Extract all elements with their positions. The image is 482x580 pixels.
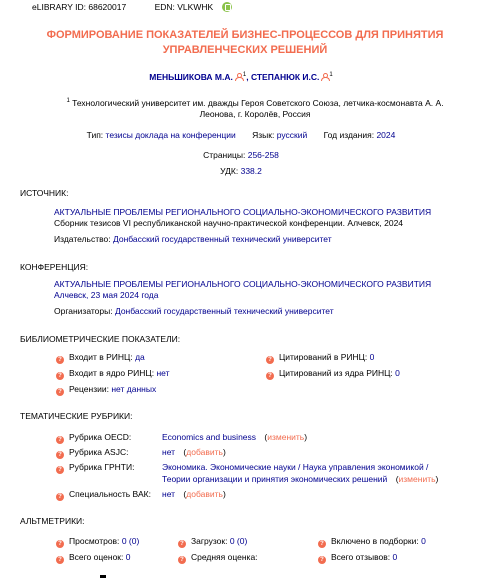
year-value: 2024: [376, 130, 396, 140]
vak-row: ? Специальность ВАК: нет (добавить): [56, 489, 226, 501]
help-icon[interactable]: ?: [318, 540, 326, 548]
source-block: АКТУАЛЬНЫЕ ПРОБЛЕМЫ РЕГИОНАЛЬНОГО СОЦИАЛЬНО-ЭКОНОМИЧЕСКОГО РАЗВИТИЯ Сборник тезисов VI республиканской научно-практической конференции. Алчевск, 2024 Издательство: Донбасский государственный технический университет: [54, 207, 432, 244]
help-icon[interactable]: ?: [56, 493, 64, 501]
conference-heading: КОНФЕРЕНЦИЯ:: [20, 262, 89, 272]
help-icon[interactable]: ?: [56, 388, 64, 396]
change-link[interactable]: изменить: [398, 474, 436, 484]
udk: УДК: 338.2: [220, 166, 262, 176]
add-link[interactable]: добавить: [186, 447, 223, 457]
person-icon[interactable]: [235, 73, 243, 80]
rinc-row: ? Входит в РИНЦ: да: [56, 352, 145, 364]
citations-core-row: ? Цитирований из ядра РИНЦ: 0: [266, 368, 400, 380]
grnti-row: ? Рубрика ГРНТИ: Экономика. Экономические науки / Наука управления экономикой /: [56, 462, 428, 474]
add-link[interactable]: добавить: [186, 489, 223, 499]
ratings-row: ? Всего оценок: 0: [56, 552, 131, 564]
affiliation: $^1$ Технологический университет им. дважды Героя Советского Союза, летчика-космонавта А. А. Леонова, г. Королёв, Россия: [66, 97, 444, 119]
citations-row: ? Цитирований в РИНЦ: 0: [266, 352, 374, 364]
organizer-link[interactable]: Донбасский государственный технический университет: [114, 306, 334, 316]
help-icon[interactable]: ?: [56, 540, 64, 548]
publisher-link[interactable]: Донбасский государственный технический университет: [112, 234, 332, 244]
pages: Страницы: 256-258: [203, 150, 279, 160]
views-row: ? Просмотров: 0 (0): [56, 536, 139, 548]
change-link[interactable]: изменить: [267, 432, 305, 442]
help-icon[interactable]: ?: [56, 556, 64, 564]
elibrary-id: eLIBRARY ID: 68620017: [32, 2, 127, 12]
reviews-row: ? Рецензии: нет данных: [56, 384, 156, 396]
cutoff-glyph: [100, 575, 106, 578]
collections-row: ? Включено в подборки: 0: [318, 536, 426, 548]
help-icon[interactable]: ?: [56, 356, 64, 364]
downloads-row: ? Загрузок: 0 (0): [178, 536, 247, 548]
conference-title-link[interactable]: АКТУАЛЬНЫЕ ПРОБЛЕМЫ РЕГИОНАЛЬНОГО СОЦИАЛЬНО-ЭКОНОМИЧЕСКОГО РАЗВИТИЯ: [54, 279, 432, 289]
biblio-heading: БИБЛИОМЕТРИЧЕСКИЕ ПОКАЗАТЕЛИ:: [20, 334, 181, 344]
help-icon[interactable]: ?: [318, 556, 326, 564]
help-icon[interactable]: ?: [56, 372, 64, 380]
edn: EDN: VLKWHK: [154, 2, 214, 12]
conference-block: АКТУАЛЬНЫЕ ПРОБЛЕМЫ РЕГИОНАЛЬНОГО СОЦИАЛЬНО-ЭКОНОМИЧЕСКОГО РАЗВИТИЯ Алчевск, 23 мая 2024 года Организаторы: Донбасский государственный технический университет: [54, 279, 432, 316]
help-icon[interactable]: ?: [266, 372, 274, 380]
conference-place-date: Алчевск, 23 мая 2024 года: [54, 290, 159, 300]
asjc-row: ? Рубрика ASJC: нет (добавить): [56, 447, 226, 459]
help-icon[interactable]: ?: [266, 356, 274, 364]
help-icon[interactable]: ?: [56, 436, 64, 444]
rubrics-heading: ТЕМАТИЧЕСКИЕ РУБРИКИ:: [20, 411, 133, 421]
type-value: тезисы доклада на конференции: [105, 130, 236, 140]
reviews-total-row: ? Всего отзывов: 0: [318, 552, 397, 564]
source-title-link[interactable]: АКТУАЛЬНЫЕ ПРОБЛЕМЫ РЕГИОНАЛЬНОГО СОЦИАЛЬНО-ЭКОНОМИЧЕСКОГО РАЗВИТИЯ: [54, 207, 432, 217]
core-row: ? Входит в ядро РИНЦ: нет: [56, 368, 169, 380]
oecd-row: ? Рубрика OECD: Economics and business (изменить): [56, 432, 307, 444]
lang-value: русский: [276, 130, 308, 140]
help-icon[interactable]: ?: [178, 540, 186, 548]
avg-rating-row: ? Средняя оценка:: [178, 552, 258, 564]
help-icon[interactable]: ?: [178, 556, 186, 564]
grnti-row-2: Теории организации и принятия экономических решений (изменить): [162, 474, 439, 484]
person-icon[interactable]: [321, 73, 329, 80]
pub-meta: Тип: тезисы доклада на конференции Язык: русский Год издания: 2024: [86, 130, 396, 140]
author-link[interactable]: МЕНЬШИКОВА М.А.: [149, 72, 233, 82]
source-heading: ИСТОЧНИК:: [20, 188, 69, 198]
top-bar: [32, 2, 232, 12]
lock-icon[interactable]: [222, 2, 232, 12]
authors: МЕНЬШИКОВА М.А. $^1$, СТЕПАНЮК И.С. $^1$: [149, 72, 333, 82]
page-title: ФОРМИРОВАНИЕ ПОКАЗАТЕЛЕЙ БИЗНЕС-ПРОЦЕССОВ ДЛЯ ПРИНЯТИЯ УПРАВЛЕНЧЕСКИХ РЕШЕНИЙ: [46, 29, 444, 56]
help-icon[interactable]: ?: [56, 466, 64, 474]
author-link[interactable]: СТЕПАНЮК И.С.: [250, 72, 320, 82]
source-subtitle: Сборник тезисов VI республиканской научно-практической конференции. Алчевск, 2024: [54, 218, 404, 228]
help-icon[interactable]: ?: [56, 451, 64, 459]
alt-heading: АЛЬТМЕТРИКИ:: [20, 516, 85, 526]
